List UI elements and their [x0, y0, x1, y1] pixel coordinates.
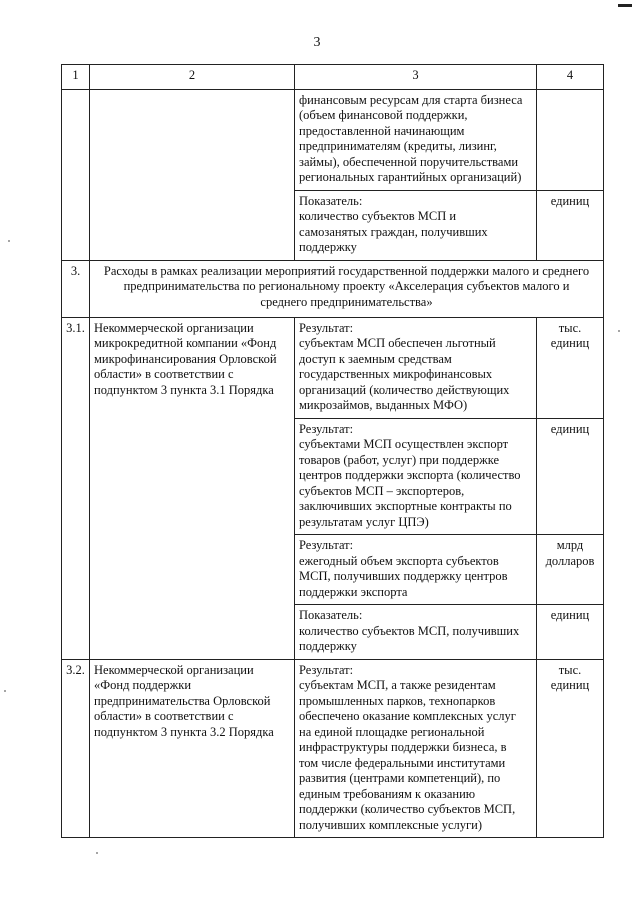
- table-header-row: [62, 65, 604, 90]
- header-col-3: 3: [295, 65, 537, 90]
- section-title: Расходы в рамках реализации мероприятий государственной поддержки малого и среднего предпринимательства по региональному проекту «Акселерация субъектов малого и среднего предпринимательства»: [90, 260, 604, 317]
- unit-cell: тыс. единиц: [537, 317, 604, 418]
- item-number: 3.1.: [62, 317, 90, 659]
- unit-cell: тыс. единиц: [537, 659, 604, 838]
- result-text: Результат: субъектам МСП, а также резидентам промышленных парков, технопарков обеспечено оказание комплексных услуг на единой площадке региональной инфраструктуры поддержки бизнеса, в том числе федеральными институтами развития (центрами компетенций), по единым требованиям к оказанию поддержки (количество субъектов МСП, получивших комплексные услуги): [295, 659, 537, 838]
- result-text: Результат: субъектам МСП обеспечен льготный доступ к заемным средствам государственных микрофинансовых организаций (количество действующих микрозаймов, выданных МФО): [295, 317, 537, 418]
- scan-speck: [96, 852, 98, 854]
- cont-num-cell: [62, 89, 90, 260]
- indicator-text: Показатель: количество субъектов МСП и самозанятых граждан, получивших поддержку: [295, 190, 537, 260]
- header-col-2: 2: [90, 65, 295, 90]
- table-row: [62, 89, 604, 190]
- indicator-text: Показатель: количество субъектов МСП, получивших поддержку: [295, 605, 537, 660]
- scan-speck: [4, 690, 6, 692]
- scan-corner-mark: [618, 4, 632, 7]
- unit-cell: единиц: [537, 605, 604, 660]
- item-number: 3.2.: [62, 659, 90, 838]
- table-row: [62, 659, 604, 838]
- unit-cell: [537, 89, 604, 190]
- unit-cell: млрд долларов: [537, 535, 604, 605]
- result-text: Результат: субъектами МСП осуществлен экспорт товаров (работ, услуг) при поддержке центров поддержки экспорта (количество субъектов МСП – экспортеров, заключивших экспортные контракты по результатам услуг ЦПЭ): [295, 418, 537, 535]
- unit-cell: единиц: [537, 190, 604, 260]
- recipient-text: Некоммерческой организации микрокредитной компании «Фонд микрофинансирования Орловской области» в соответствии с подпунктом 3 пункта 3.1 Порядка: [90, 317, 295, 659]
- result-text: финансовым ресурсам для старта бизнеса (объем финансовой поддержки, предоставленной начинающим предпринимателям (кредиты, лизинг, займы), обеспеченной поручительствами региональных гарантийных организаций): [295, 89, 537, 190]
- section-row: [62, 260, 604, 317]
- cont-recipient-cell: [90, 89, 295, 260]
- page-number: 3: [313, 35, 321, 50]
- recipient-text: Некоммерческой организации «Фонд поддержки предпринимательства Орловской области» в соответствии с подпунктом 3 пункта 3.2 Порядка: [90, 659, 295, 838]
- unit-cell: единиц: [537, 418, 604, 535]
- scan-speck: [8, 240, 10, 242]
- table-row: [62, 317, 604, 418]
- section-number: 3.: [62, 260, 90, 317]
- budget-table: [61, 64, 604, 838]
- header-col-1: 1: [62, 65, 90, 90]
- result-text: Результат: ежегодный объем экспорта субъектов МСП, получивших поддержку центров поддержки экспорта: [295, 535, 537, 605]
- scan-speck: [618, 330, 620, 332]
- header-col-4: 4: [537, 65, 604, 90]
